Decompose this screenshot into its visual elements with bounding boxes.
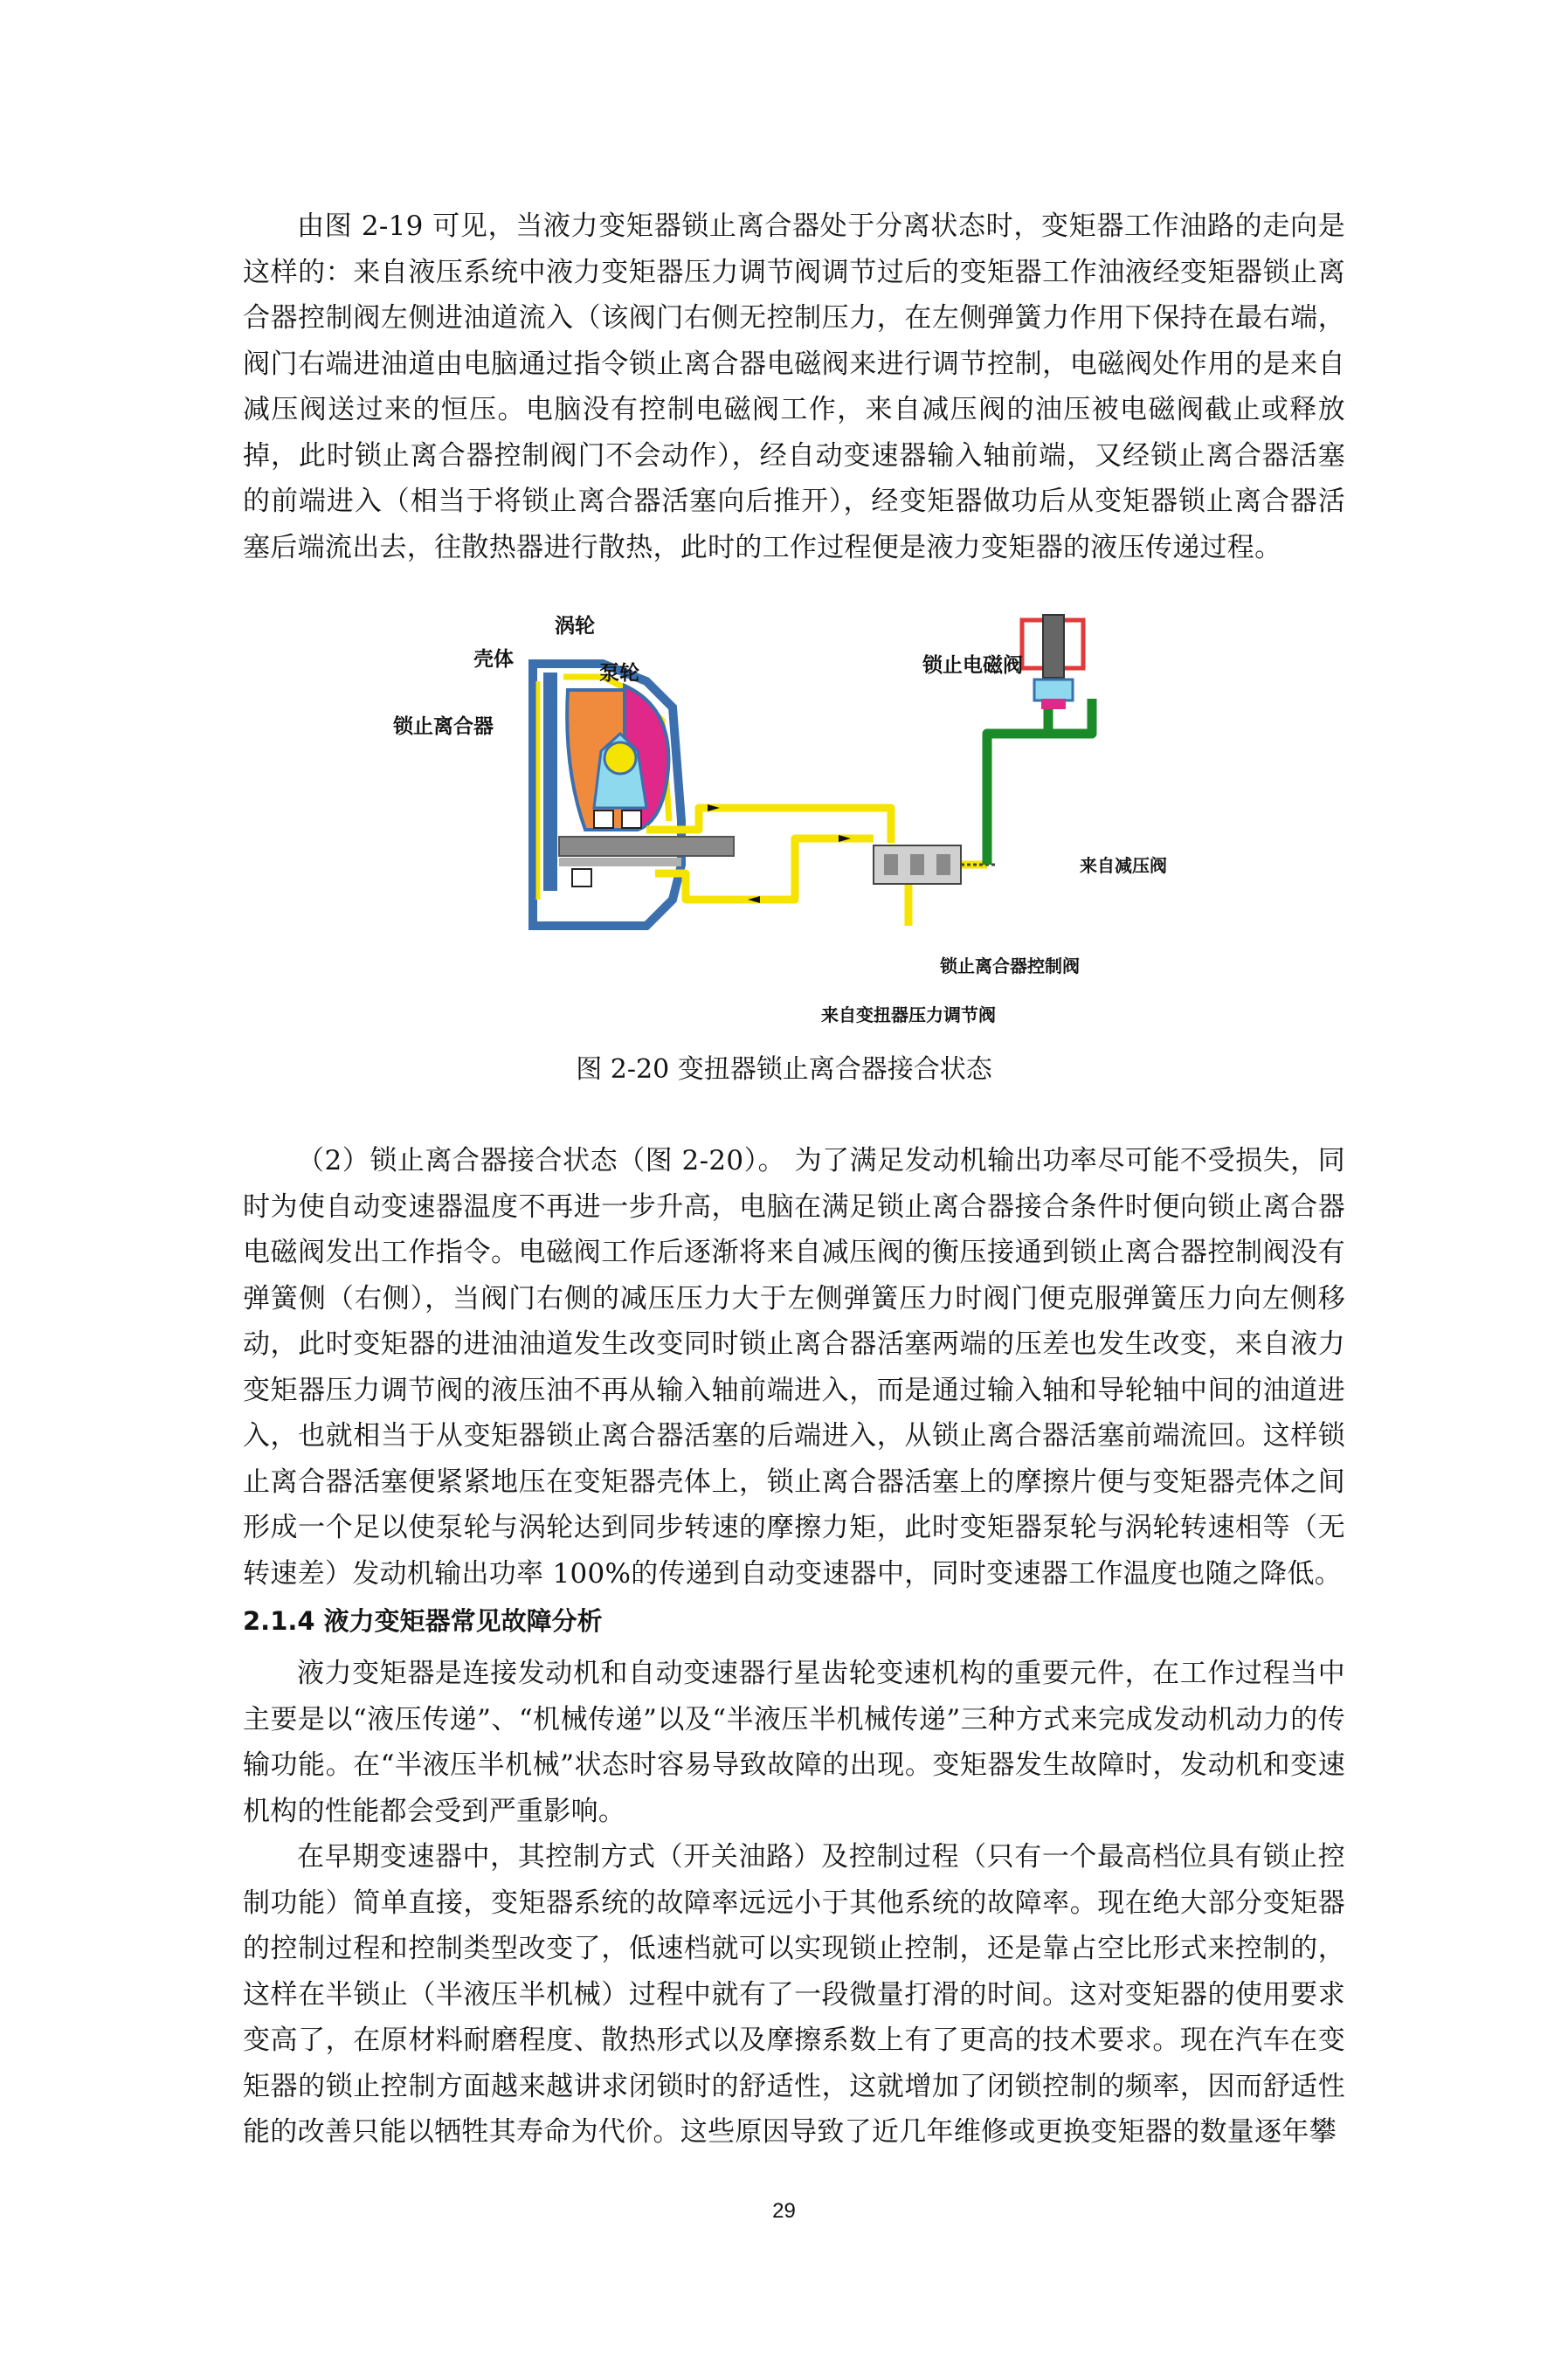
- valve-land-1: [884, 854, 898, 875]
- label-from-torque-pressure-valve: 来自变扭器压力调节阀: [821, 1004, 996, 1025]
- label-turbine: 涡轮: [555, 615, 595, 638]
- bearing-upper-left: [594, 811, 613, 828]
- bearing-lower: [572, 869, 591, 886]
- label-from-reducing-valve: 来自减压阀: [1080, 855, 1167, 876]
- stator-shaft: [559, 858, 681, 866]
- input-shaft: [559, 837, 734, 856]
- solenoid-valve-seat: [1034, 680, 1073, 700]
- solenoid-outlet: [1041, 699, 1066, 709]
- valve-land-2: [910, 854, 924, 875]
- body-paragraph-4: 在早期变速器中，其控制方式（开关油路）及控制过程（只有一个最高档位具有锁止控制功能）简单直接，变矩器系统的故障率远远小于其他系统的故障率。现在绝大部分变矩器的控制过程和控制类型改变了，低速档就可以实现锁止控制，还是靠占空比形式来控制的，这样在半锁止（半液压半机械）过程中就有了一段微量打滑的时间。这对变矩器的使用要求变高了，在原材料耐磨程度、散热形式以及摩擦系数上有了更高的技术要求。现在汽车在变矩器的锁止控制方面越来越讲求闭锁时的舒适性，这就增加了闭锁控制的频率，因而舒适性能的改善只能以牺牲其寿命为代价。这些原因导致了近几年维修或更换变矩器的数量逐年攀: [243, 1841, 1345, 2148]
- torque-converter-diagram: [384, 611, 1167, 1048]
- green-pressure-line: [987, 699, 1092, 865]
- valve-land-3: [936, 854, 950, 875]
- body-paragraph-3: 液力变矩器是连接发动机和自动变速器行星齿轮变速机构的重要元件，在工作过程当中主要是以“液压传递”、“机械传递”以及“半液压半机械传递”三种方式来完成发动机动力的传输功能。在“半液压半机械”状态时容易导致故障的出现。变矩器发生故障时，发动机和变速机构的性能都会受到严重影响。: [243, 1658, 1346, 1827]
- stator-hub: [604, 742, 636, 774]
- page-number: 29: [772, 2199, 796, 2223]
- diagram-graphic: [384, 611, 1153, 1048]
- label-lockup-control-valve: 锁止离合器控制阀: [940, 955, 1080, 976]
- section-heading: 2.1.4 液力变矩器常见故障分析: [243, 1606, 603, 1636]
- body-paragraph-1: 由图 2-19 可见，当液力变矩器锁止离合器处于分离状态时，变矩器工作油路的走向是这样的：来自液压系统中液力变矩器压力调节阀调节过后的变矩器工作油液经变矩器锁止离合器控制阀左侧进油道流入（该阀门右侧无控制压力，在左侧弹簧力作用下保持在最右端，阀门右端进油道由电脑通过指令锁止离合器电磁阀来进行调节控制，电磁阀处作用的是来自减压阀送过来的恒压。电脑没有控制电磁阀工作，来自减压阀的油压被电磁阀截止或释放掉，此时锁止离合器控制阀门不会动作），经自动变速器输入轴前端，又经锁止离合器活塞的前端进入（相当于将锁止离合器活塞向后推开），经变矩器做功后从变矩器锁止离合器活塞后端流出去，往散热器进行散热，此时的工作过程便是液力变矩器的液压传递过程。: [243, 210, 1345, 563]
- label-housing: 壳体: [473, 648, 514, 671]
- label-lockup-solenoid: 锁止电磁阀: [922, 654, 1023, 677]
- body-paragraph-2: （2）锁止离合器接合状态（图 2-20）。 为了满足发动机输出功率尽可能不受损失，同时为使自动变速器温度不再进一步升高，电脑在满足锁止离合器接合条件时便向锁止离合器电磁阀发出工作指令。电磁阀工作后逐渐将来自减压阀的衡压接通到锁止离合器控制阀没有弹簧侧（右侧），当阀门右侧的减压压力大于左侧弹簧压力时阀门便克服弹簧压力向左侧移动，此时变矩器的进油油道发生改变同时锁止离合器活塞两端的压差也发生改变，来自液力变矩器压力调节阀的液压油不再从输入轴前端进入，而是通过输入轴和导轮轴中间的油道进入，也就相当于从变矩器锁止离合器活塞的后端进入，从锁止离合器活塞前端流回。这样锁止离合器活塞便紧紧地压在变矩器壳体上，锁止离合器活塞上的摩擦片便与变矩器壳体之间形成一个足以使泵轮与涡轮达到同步转速的摩擦力矩，此时变矩器泵轮与涡轮转速相等（无转速差）发动机输出功率 100%的传递到自动变速器中，同时变速器工作温度也随之降低。: [243, 1145, 1345, 1590]
- lockup-piston: [543, 673, 557, 891]
- label-lockup-clutch: 锁止离合器: [393, 715, 494, 738]
- figure-caption: 图 2-20 变扭器锁止离合器接合状态: [576, 1054, 992, 1085]
- bearing-upper-right: [622, 811, 641, 828]
- solenoid-plunger: [1043, 615, 1064, 678]
- label-pump: 泵轮: [599, 662, 639, 685]
